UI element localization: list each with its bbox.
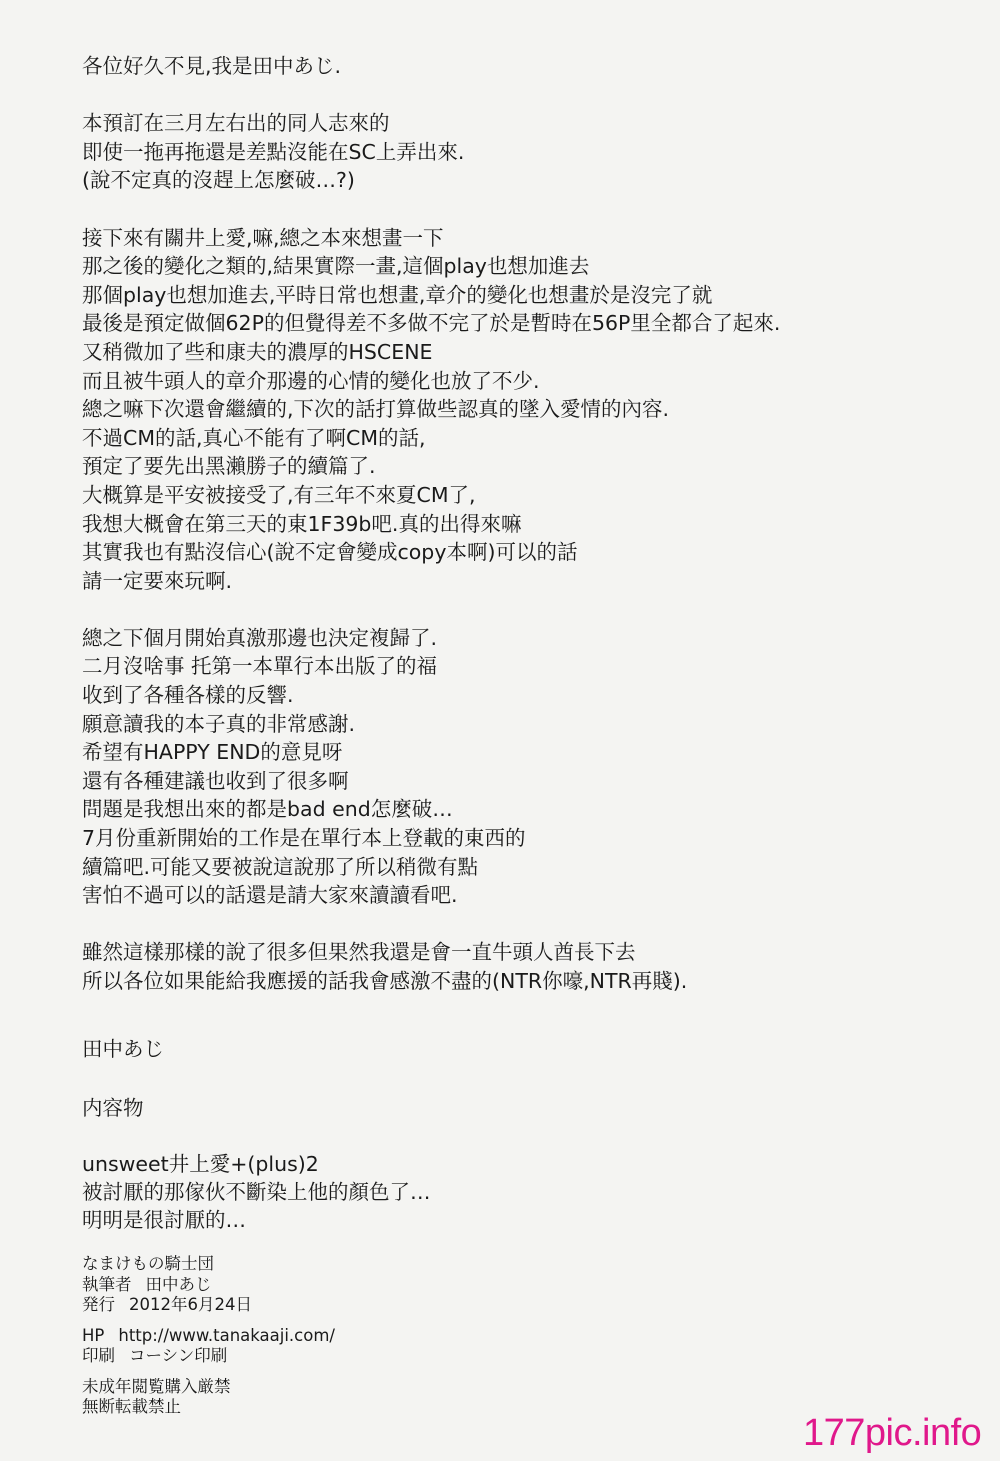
author-name: 田中あじ bbox=[145, 1274, 212, 1294]
contents-list bbox=[82, 1150, 431, 1234]
circle-name: なまけもの騎士団 bbox=[82, 1254, 214, 1273]
contents-line: 明明是很討厭的… bbox=[82, 1208, 246, 1232]
printer-row bbox=[82, 1346, 335, 1367]
text-line: 接下來有關井上愛,嘛,總之本來想畫一下 bbox=[82, 225, 444, 250]
text-line: 而且被牛頭人的章介那邊的心情的變化也放了不少. bbox=[82, 368, 540, 393]
text-line: (說不定真的沒趕上怎麼破…?) bbox=[82, 168, 355, 193]
text-line: 還有各種建議也收到了很多啊 bbox=[82, 768, 349, 793]
text-line: 所以各位如果能給我應援的話我會感激不盡的(NTR你嚎,NTR再賤). bbox=[82, 969, 688, 993]
text-line: 7月份重新開始的工作是在單行本上登載的東西的 bbox=[82, 826, 526, 851]
text-line: 最後是預定做個62P的但覺得差不多做不完了於是暫時在56P里全都合了起來. bbox=[82, 311, 781, 336]
author-signature: 田中あじ bbox=[82, 1037, 164, 1061]
paragraph bbox=[82, 109, 962, 195]
text-line: 害怕不過可以的話還是請大家來讀讀看吧. bbox=[82, 883, 458, 908]
text-line: 總之下個月開始真激那邊也決定複歸了. bbox=[82, 625, 438, 650]
paragraph bbox=[82, 624, 962, 910]
homepage-row bbox=[82, 1326, 335, 1347]
text-line: 那個play也想加進去,平時日常也想畫,章介的變化也想畫於是沒完了就 bbox=[82, 282, 713, 307]
afterword-text bbox=[82, 52, 962, 1024]
text-line: 總之嘛下次還會繼續的,下次的話打算做些認真的墜入愛情的內容. bbox=[82, 397, 670, 422]
issued-label: 発行 bbox=[82, 1295, 115, 1314]
text-line: 我想大概會在第三天的東1F39b吧.真的出得來嘛 bbox=[82, 511, 522, 536]
homepage-url: http://www.tanakaaji.com/ bbox=[118, 1325, 335, 1345]
text-line: 其實我也有點沒信心(說不定會變成copy本啊)可以的話 bbox=[82, 540, 578, 565]
text-line: 不過CM的話,真心不能有了啊CM的話, bbox=[82, 425, 426, 450]
text-line: 希望有HAPPY END的意見呀 bbox=[82, 740, 343, 765]
text-line: 預定了要先出黑瀨勝子的續篇了. bbox=[82, 454, 376, 479]
homepage-label: HP bbox=[82, 1325, 105, 1345]
text-line: 二月沒啥事 托第一本單行本出版了的福 bbox=[82, 654, 438, 679]
colophon bbox=[82, 1254, 335, 1418]
text-line: 雖然這樣那樣的說了很多但果然我還是會一直牛頭人酋長下去 bbox=[82, 940, 636, 965]
text-line: 那之後的變化之類的,結果實際一畫,這個play也想加進去 bbox=[82, 254, 590, 279]
text-line: 續篇吧.可能又要被說這說那了所以稍微有點 bbox=[82, 854, 479, 879]
text-line: 各位好久不見,我是田中あじ. bbox=[82, 54, 342, 78]
text-line: 問題是我想出來的都是bad end怎麼破… bbox=[82, 797, 453, 822]
no-reprint-notice: 無断転載禁止 bbox=[82, 1397, 181, 1416]
author-label: 執筆者 bbox=[82, 1274, 132, 1294]
text-line: 又稍微加了些和康夫的濃厚的HSCENE bbox=[82, 339, 433, 364]
text-line: 收到了各種各樣的反響. bbox=[82, 683, 294, 708]
age-restriction-notice: 未成年閲覧購入厳禁 bbox=[82, 1376, 231, 1396]
issued-row bbox=[82, 1295, 335, 1316]
contents-line: 被討厭的那傢伙不斷染上他的顏色了… bbox=[82, 1180, 431, 1204]
paragraph bbox=[82, 938, 962, 995]
contents-heading: 内容物 bbox=[82, 1096, 144, 1120]
text-line: 願意讀我的本子真的非常感謝. bbox=[82, 711, 356, 736]
text-line: 大概算是平安被接受了,有三年不來夏CM了, bbox=[82, 482, 476, 507]
author-row bbox=[82, 1275, 335, 1296]
contents-title: unsweet井上愛+(plus)2 bbox=[82, 1152, 319, 1176]
site-watermark: 177pic.info bbox=[803, 1412, 982, 1454]
text-line: 請一定要來玩啊. bbox=[82, 568, 233, 593]
text-line: 本預訂在三月左右出的同人志來的 bbox=[82, 111, 390, 136]
text-line: 即使一拖再拖還是差點沒能在SC上弄出來. bbox=[82, 139, 465, 164]
paragraph bbox=[82, 224, 962, 596]
issued-date: 2012年6月24日 bbox=[129, 1295, 252, 1314]
printer-label: 印刷 bbox=[82, 1346, 115, 1365]
printer-name: コーシン印刷 bbox=[129, 1346, 228, 1365]
paragraph bbox=[82, 52, 962, 81]
